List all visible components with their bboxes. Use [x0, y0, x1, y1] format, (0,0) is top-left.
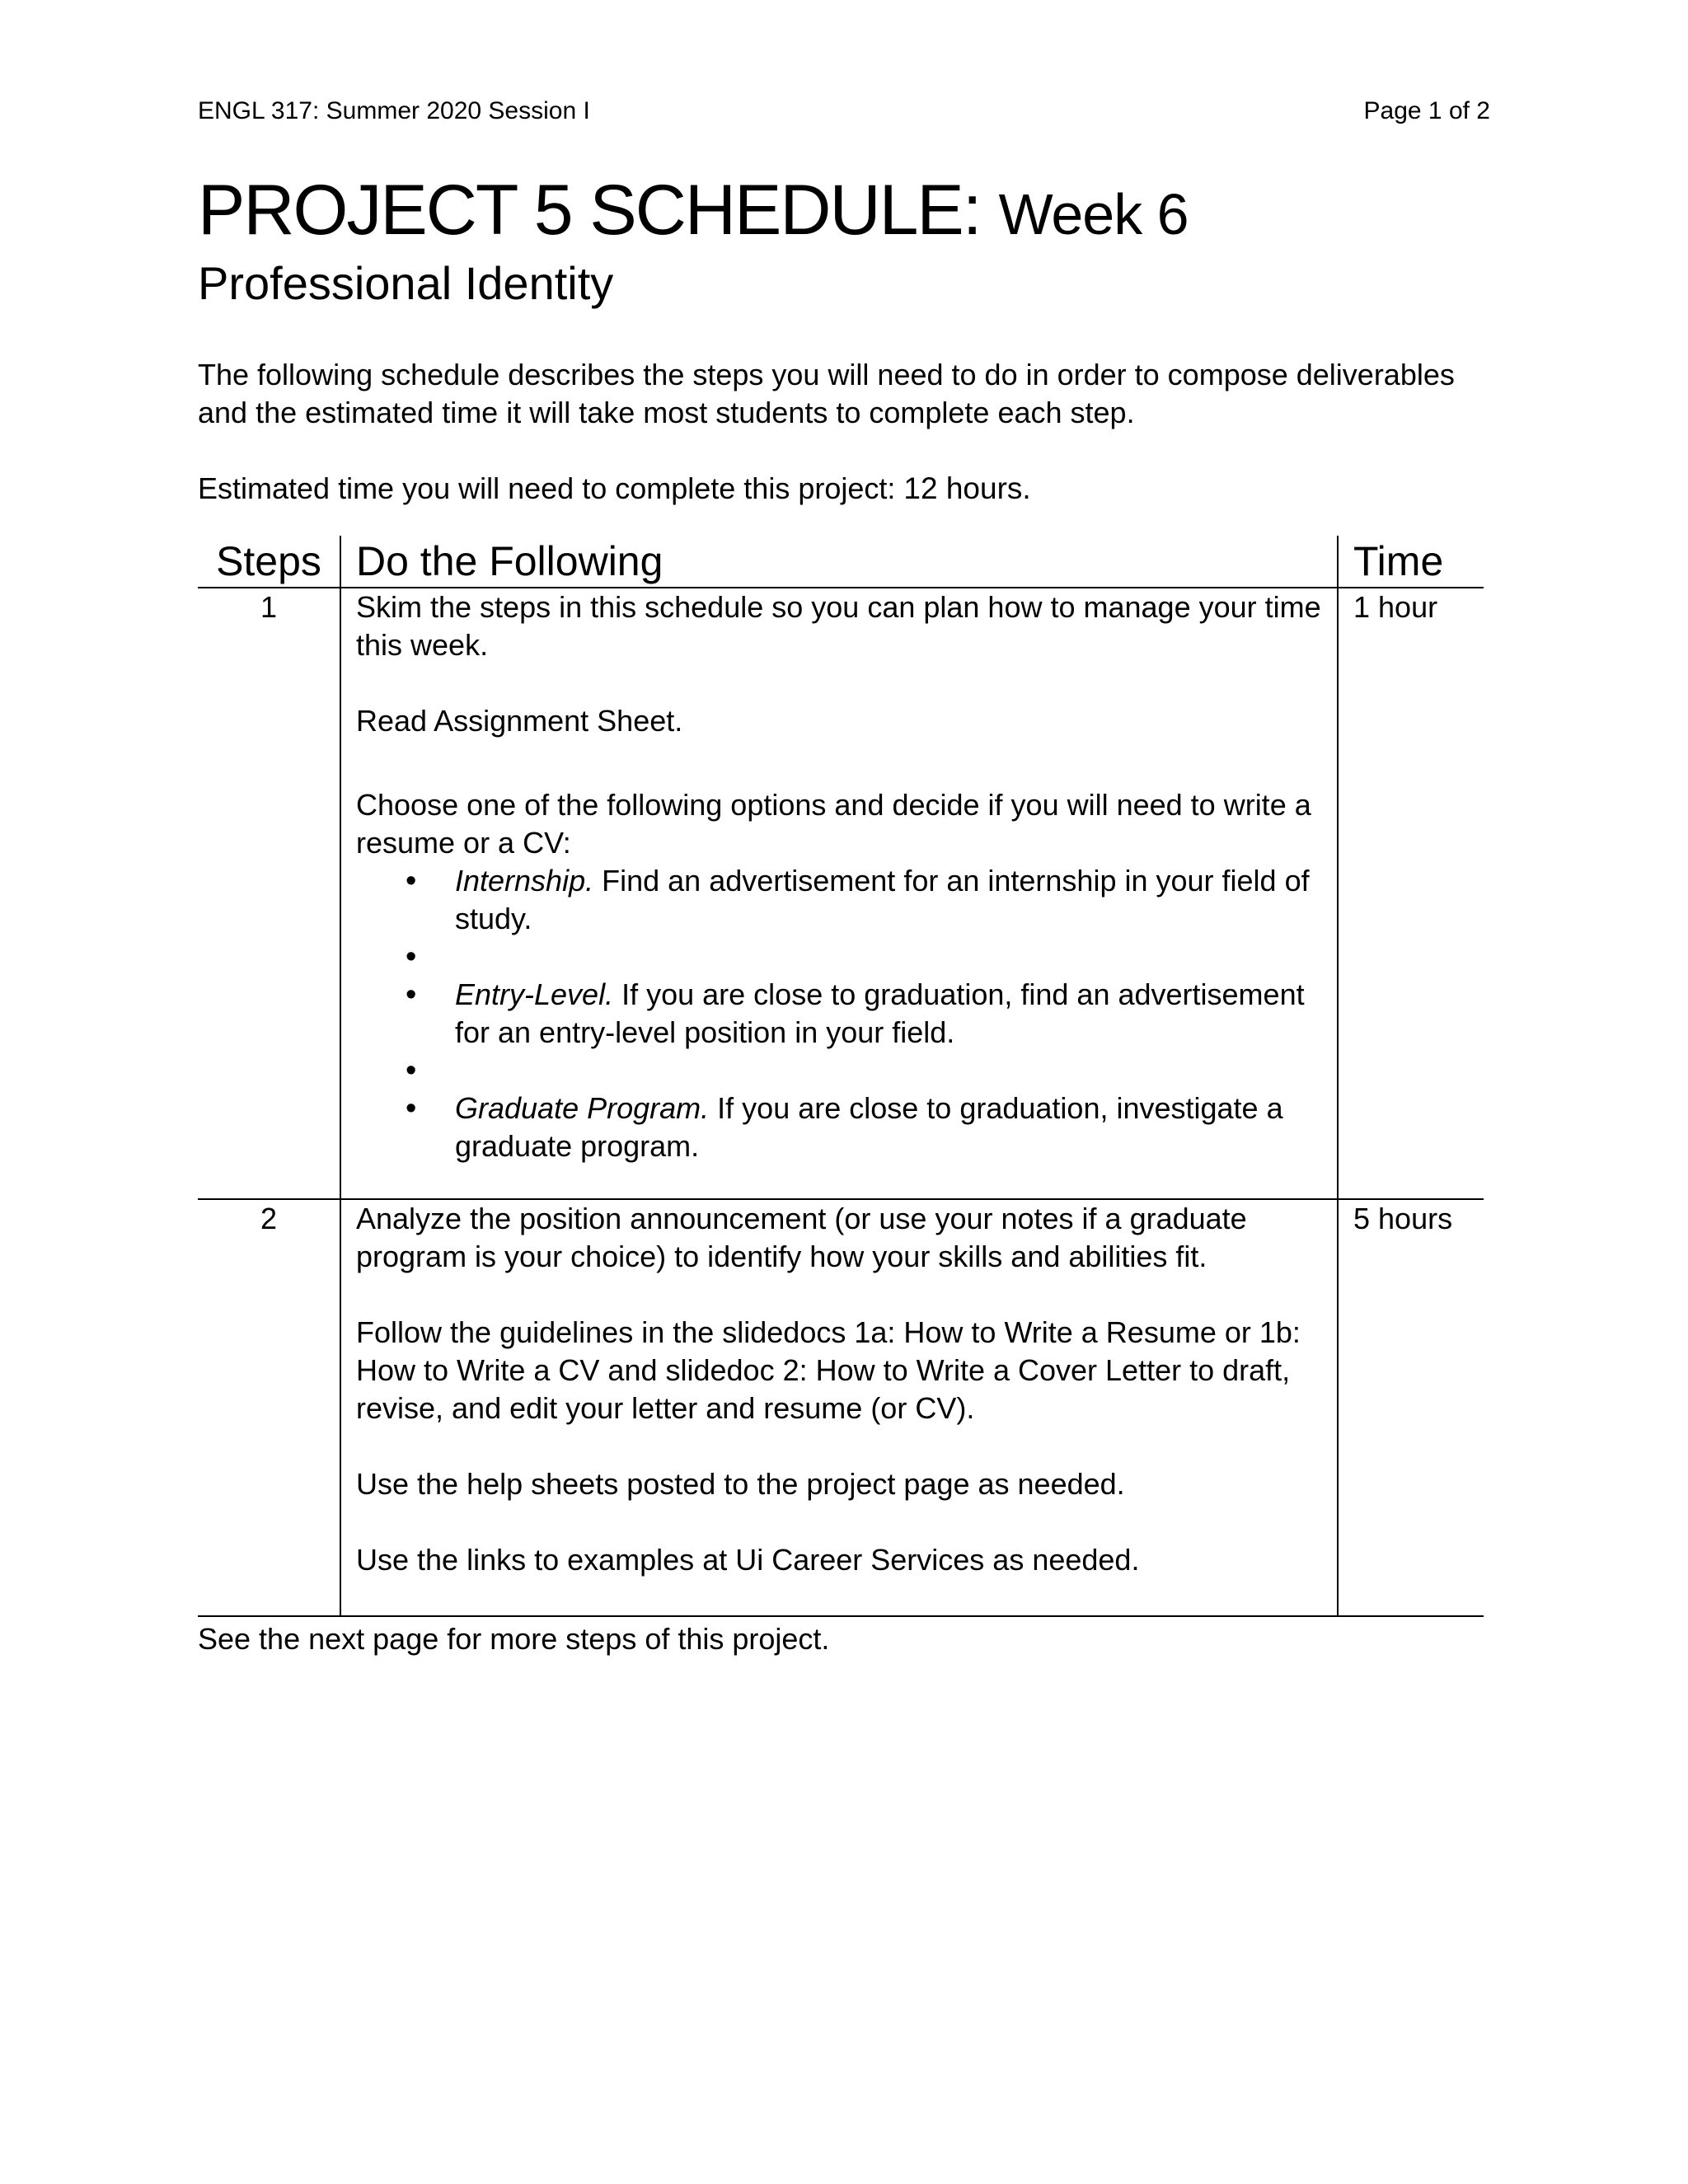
step-paragraph: Skim the steps in this schedule so you can plan how to manage your time this week.	[356, 590, 1321, 662]
page-header	[198, 97, 1490, 130]
list-item	[455, 976, 1322, 1052]
page-number: Page 1 of 2	[1363, 97, 1490, 124]
step-number: 2	[198, 1199, 340, 1616]
schedule-table	[198, 536, 1484, 1617]
list-item	[455, 862, 1322, 938]
title-week: Week 6	[998, 182, 1189, 246]
step-paragraph: Follow the guidelines in the slidedocs 1a: How to Write a Resume or 1b: How to Write a CV and slidedoc 2: How to Write a Cover Letter to draft, revise, and edit your letter and resume (or CV).	[356, 1315, 1301, 1425]
step-paragraph: Choose one of the following options and decide if you will need to write a resume or a CV:	[356, 788, 1311, 860]
step-paragraph: Read Assignment Sheet.	[356, 704, 683, 738]
course-label: ENGL 317: Summer 2020 Session I	[198, 97, 590, 124]
option-text: If you are close to graduation, investigate a graduate program.	[455, 1091, 1283, 1163]
table-header-row	[198, 536, 1484, 588]
option-text: If you are close to graduation, find an advertisement for an entry-level position in your field.	[455, 977, 1305, 1049]
estimate-line	[198, 470, 1031, 508]
options-list	[356, 862, 1322, 1165]
footer-note: See the next page for more steps of this project.	[198, 1622, 830, 1656]
step-paragraph: Use the links to examples at Ui Career Services as needed.	[356, 1543, 1140, 1577]
table-row	[198, 588, 1484, 1199]
step-instructions	[340, 1199, 1338, 1616]
page-title	[198, 171, 1189, 250]
header-steps: Steps	[198, 536, 340, 588]
step-time: 5 hours	[1338, 1199, 1484, 1616]
title-main: PROJECT 5 SCHEDULE:	[198, 171, 981, 250]
step-paragraph: Use the help sheets posted to the project page as needed.	[356, 1467, 1125, 1501]
intro-paragraph: The following schedule describes the steps you will need to do in order to compose deliverables and the estimated time it will take most students to complete each step.	[198, 358, 1455, 429]
step-instructions	[340, 588, 1338, 1199]
estimate-label: Estimated time you will need to complete this project:	[198, 471, 896, 505]
list-item	[455, 1090, 1322, 1165]
option-name: Internship.	[455, 864, 594, 898]
step-paragraph: Analyze the position announcement (or use your notes if a graduate program is your choice) to identify how your skills and abilities fit.	[356, 1202, 1247, 1273]
page-subtitle: Professional Identity	[198, 257, 614, 309]
header-do: Do the Following	[340, 536, 1338, 588]
step-time: 1 hour	[1338, 588, 1484, 1199]
option-name: Graduate Program.	[455, 1091, 710, 1125]
option-text: Find an advertisement for an internship in your field of study.	[455, 864, 1310, 935]
table-row	[198, 1199, 1484, 1616]
option-name: Entry-Level.	[455, 977, 614, 1011]
estimate-value: 12 hours.	[903, 471, 1031, 505]
step-number: 1	[198, 588, 340, 1199]
header-time: Time	[1338, 536, 1484, 588]
